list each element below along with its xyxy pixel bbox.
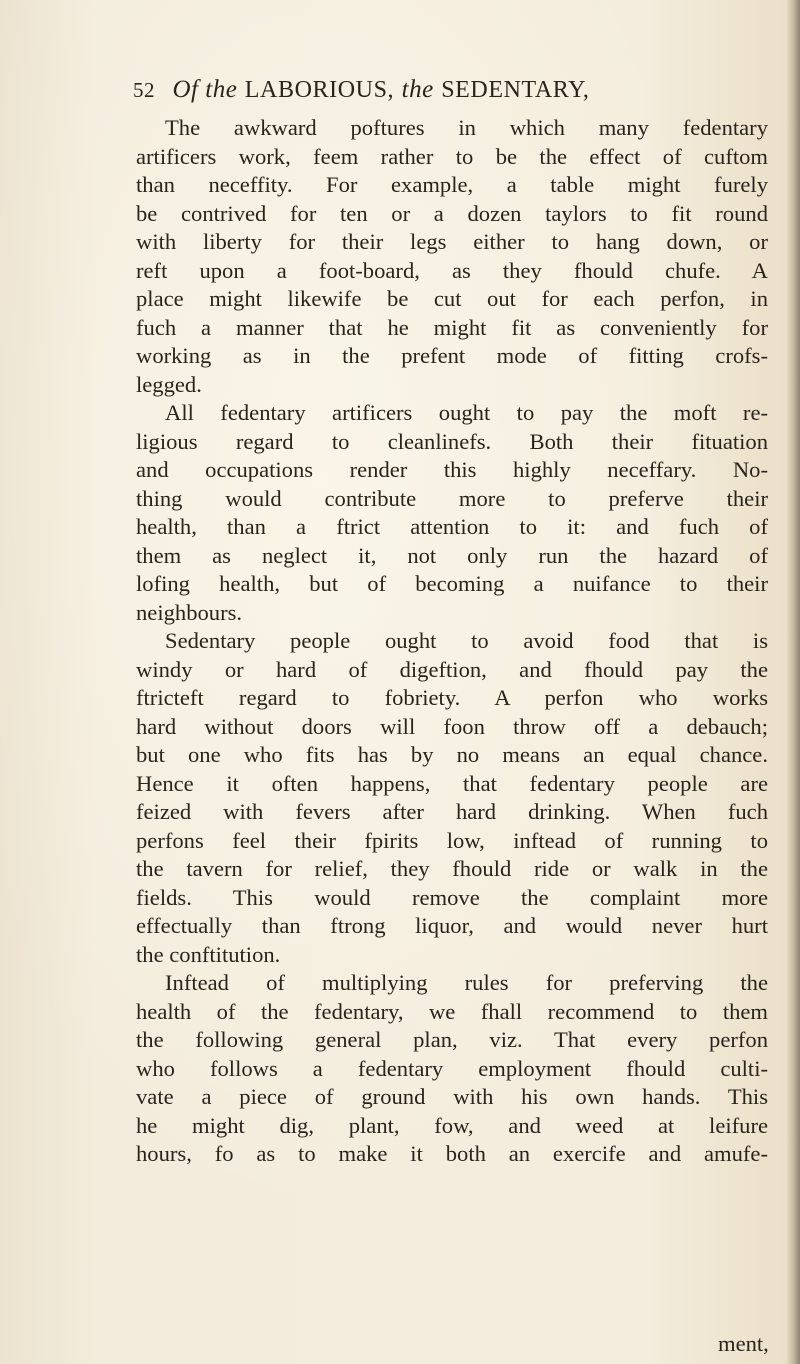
text-line: he might dig, plant, fow, and weed at leifure	[136, 1112, 768, 1138]
text-line: them as neglect it, not only run the hazard of	[136, 542, 768, 568]
text-line: the tavern for relief, they fhould ride or walk in the	[136, 856, 768, 881]
text-line: with liberty for their legs either to hang down, or	[136, 229, 768, 254]
text-line: All fedentary artificers ought to pay the moft re-	[165, 400, 768, 425]
text-line: be contrived for ten or a dozen taylors to fit round	[136, 200, 768, 226]
text-line: and occupations render this highly neceffary. No-	[136, 457, 768, 482]
text-line: neighbours.	[136, 599, 243, 625]
page-number: 52	[133, 78, 155, 102]
running-head-italic-1: Of the	[172, 76, 238, 103]
text-line: working as in the prefent mode of fitting crofs-	[136, 343, 768, 368]
text-line: than neceffity. For example, a table might furely	[136, 172, 768, 197]
text-line: health of the fedentary, we fhall recommend to them	[136, 998, 768, 1024]
text-line: perfons feel their fpirits low, inftead of running to	[136, 827, 768, 853]
text-line: hard without doors will foon throw off a debauch;	[136, 713, 768, 739]
text-line: vate a piece of ground with his own hands. This	[136, 1084, 768, 1109]
text-line: ligious regard to cleanlinefs. Both their fituation	[136, 428, 768, 454]
text-line: thing would contribute more to preferve their	[136, 485, 768, 511]
text-line: Inftead of multiplying rules for preferving the	[165, 970, 768, 995]
text-line: lofing health, but of becoming a nuifance to their	[136, 571, 768, 596]
text-line: The awkward poftures in which many fedentary	[165, 115, 768, 140]
text-line: effectually than ftrong liquor, and would never hurt	[136, 913, 768, 938]
text-line: fields. This would remove the complaint more	[136, 884, 768, 910]
text-line: feized with fevers after hard drinking. When fuch	[136, 799, 768, 824]
text-line: the conftitution.	[136, 941, 281, 967]
text-line: Hence it often happens, that fedentary people are	[136, 770, 768, 796]
text-line: legged.	[136, 371, 202, 397]
text-line: ftricteft regard to fobriety. A perfon who works	[136, 685, 768, 710]
text-line: but one who fits has by no means an equal chance.	[136, 742, 768, 767]
body-text	[136, 114, 768, 1169]
running-head-italic-2: the	[401, 76, 434, 103]
text-line: windy or hard of digeftion, and fhould pay the	[136, 656, 768, 682]
text-line: Sedentary people ought to avoid food that is	[165, 628, 768, 653]
text-line: fuch a manner that he might fit as conveniently for	[136, 314, 768, 340]
page-edge-shadow	[786, 0, 800, 1364]
text-line: place might likewife be cut out for each perfon, in	[136, 286, 768, 311]
running-head-caps-1: LABORIOUS,	[244, 77, 395, 103]
text-line: who follows a fedentary employment fhould culti-	[136, 1055, 768, 1081]
running-head-caps-2: SEDENTARY,	[441, 77, 590, 103]
text-line: health, than a ftrict attention to it: and fuch of	[136, 514, 768, 539]
text-line: the following general plan, viz. That every perfon	[136, 1027, 768, 1052]
catchword: ment,	[718, 1331, 769, 1356]
text-line: reft upon a foot-board, as they fhould chufe. A	[136, 257, 768, 283]
text-line: artificers work, feem rather to be the effect of cuftom	[136, 143, 768, 169]
text-line: hours, fo as to make it both an exercife and amufe-	[136, 1141, 768, 1166]
running-head	[133, 73, 590, 105]
